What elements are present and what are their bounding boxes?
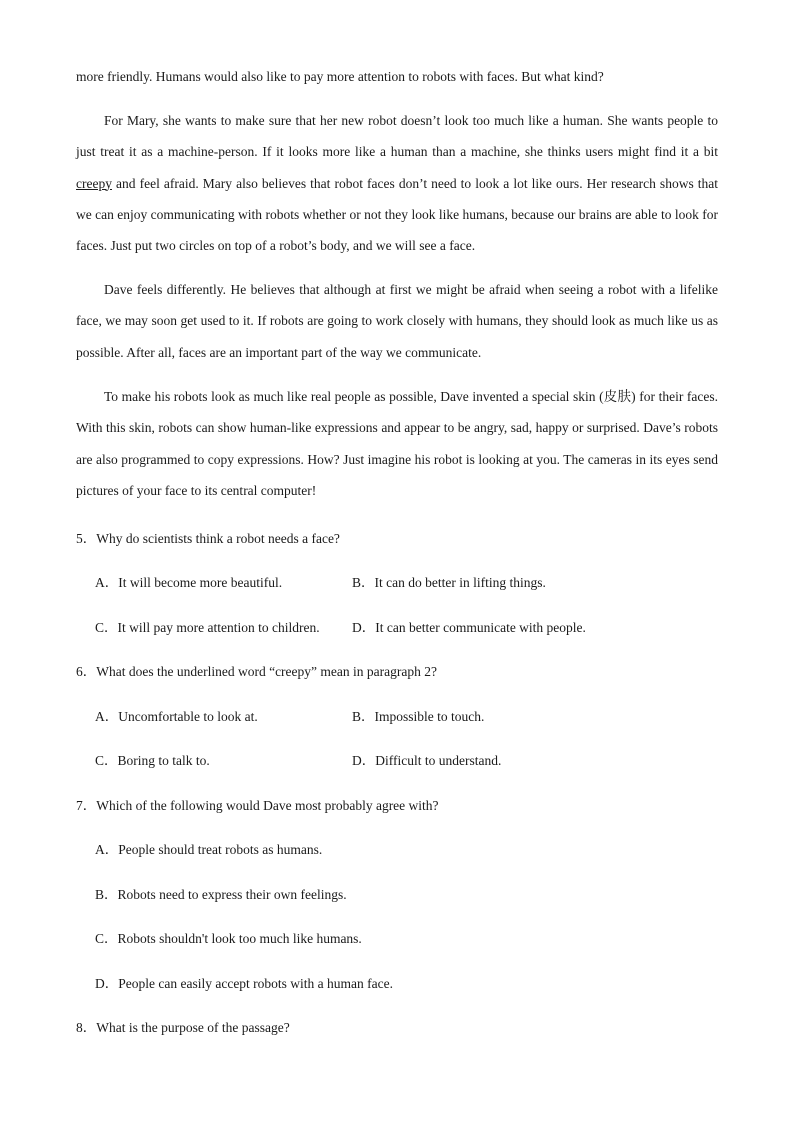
paragraph-text: To make his robots look as much like real people as possible, Dave invented a special skin (皮肤) for their faces. With this skin, robots can show human-like expressions and appear to be angry, sad, happy or surprised. Dave’s robots are also programmed to copy expressions. How? Just imagine his robot is looking at you. The cameras in its eyes send pictures of your face to its central computer! (76, 389, 718, 498)
paragraph-text: For Mary, she wants to make sure that her new robot doesn’t look too much like a human. She wants people to just treat it as a machine-person. If it looks more like a human than a machine, she thinks users might find it a bit (76, 113, 718, 160)
question-7-option-b: B．Robots need to express their own feelings. (95, 887, 347, 902)
question-5-option-a: A．It will become more beautiful. (95, 575, 283, 590)
question-5-option-c: C．It will pay more attention to children. (95, 620, 320, 635)
question-6-option-b: B．Impossible to touch. (352, 709, 485, 724)
question-7-stem: 7．Which of the following would Dave most probably agree with? (76, 798, 439, 813)
question-6-option-d: D．Difficult to understand. (352, 753, 502, 768)
paragraph-text: and feel afraid. Mary also believes that robot faces don’t need to look a lot like ours. Her research shows that we can enjoy communicating with robots whether or not they look like humans, because our brains are able to look for faces. Just put two circles on top of a robot’s body, and we will see a face. (76, 175, 718, 254)
passage-paragraph-dave (76, 274, 718, 368)
question-5-stem: 5．Why do scientists think a robot needs a face? (76, 531, 340, 546)
question-6-stem: 6．What does the underlined word “creepy” mean in paragraph 2? (76, 664, 437, 679)
passage-paragraph-continued (76, 61, 718, 92)
question-7-option-c: C．Robots shouldn't look too much like humans. (95, 931, 362, 946)
paragraph-text: more friendly. Humans would also like to pay more attention to robots with faces. But what kind? (76, 69, 604, 84)
question-6-option-a: A．Uncomfortable to look at. (95, 709, 258, 724)
question-5-option-b: B．It can do better in lifting things. (352, 575, 546, 590)
question-6-option-c: C．Boring to talk to. (95, 753, 210, 768)
question-7-option-a: A．People should treat robots as humans. (95, 842, 323, 857)
question-8-stem: 8．What is the purpose of the passage? (76, 1020, 290, 1035)
underlined-word: creepy (76, 175, 112, 191)
question-7-option-d: D．People can easily accept robots with a human face. (95, 976, 394, 991)
question-5-option-d: D．It can better communicate with people. (352, 620, 586, 635)
passage-paragraph-skin (76, 381, 718, 506)
passage-paragraph-mary (76, 105, 718, 261)
paragraph-text: Dave feels differently. He believes that although at first we might be afraid when seeing a robot with a lifelike face, we may soon get used to it. If robots are going to work closely with humans, they should look as much like us as possible. After all, faces are an important part of the way we communicate. (76, 282, 718, 360)
